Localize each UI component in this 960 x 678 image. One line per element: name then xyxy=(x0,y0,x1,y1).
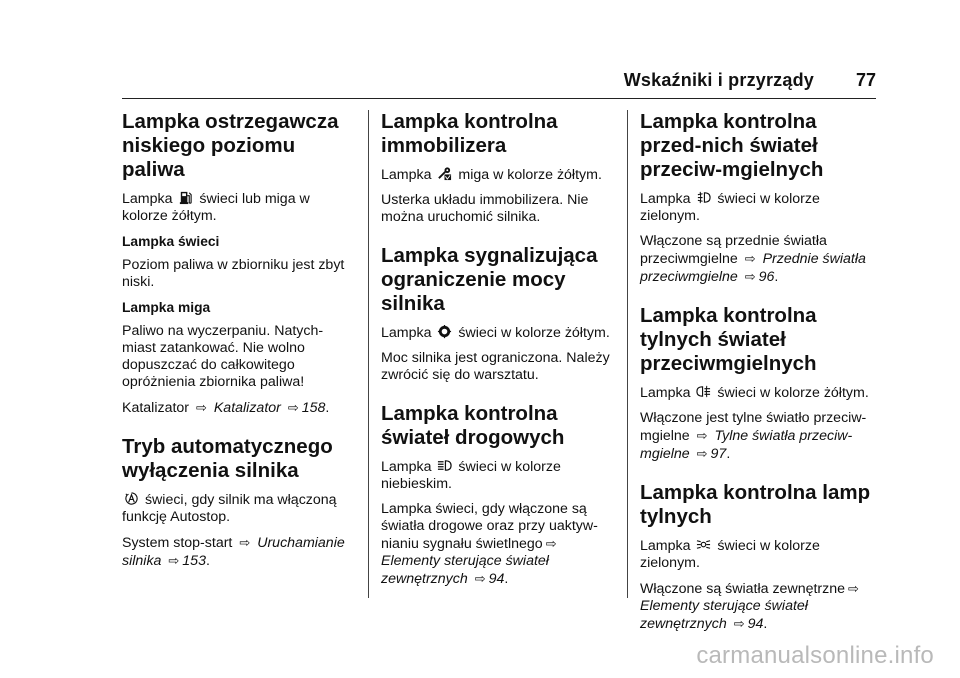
page-number: 77 xyxy=(855,70,876,90)
column-1 xyxy=(122,110,352,578)
ref-arrow-icon: ⇨ xyxy=(744,251,756,266)
text: Lampka xyxy=(640,538,691,554)
text: świeci w kolorze żółtym. xyxy=(717,385,869,401)
heading-rear-fog: Lampka kontrolna tylnych świateł przeciwmgielnych xyxy=(640,304,817,375)
page-reference[interactable]: 94 xyxy=(747,616,764,632)
cross-reference-link[interactable]: Elementy sterujące świateł zewnętrznych xyxy=(381,553,549,587)
page-arrow-icon: ⇨ xyxy=(733,616,745,631)
page-header xyxy=(122,70,876,100)
page-reference[interactable]: 153 xyxy=(182,553,206,569)
fuel-pump-icon xyxy=(178,190,193,205)
paragraph xyxy=(381,458,611,493)
ref-arrow-icon: ⇨ xyxy=(545,536,557,551)
ref-arrow-icon: ⇨ xyxy=(696,428,708,443)
ref-arrow-icon: ⇨ xyxy=(195,400,207,415)
front-fog-icon xyxy=(696,190,711,205)
page-arrow-icon: ⇨ xyxy=(474,571,486,586)
text: świeci w kolorze zielonym. xyxy=(640,191,820,224)
page-arrow-icon: ⇨ xyxy=(696,446,708,461)
text: świeci lub miga w kolorze żółtym. xyxy=(122,191,310,224)
cross-reference-link[interactable]: Tylne światła przeciw-mgielne xyxy=(640,428,853,462)
paragraph: Usterka układu immobilizera. Nie można uruchomić silnika. xyxy=(381,192,589,225)
text: świeci w kolorze żółtym. xyxy=(458,325,610,341)
text: Włączone są światła zewnętrzne xyxy=(640,581,846,597)
text: Lampka xyxy=(122,191,173,207)
text: Katalizator xyxy=(122,400,190,416)
paragraph xyxy=(381,166,611,184)
autostop-icon xyxy=(124,491,139,506)
paragraph: Poziom paliwa w zbiorniku jest zbyt niski. xyxy=(122,257,345,290)
paragraph: Włączone są przednie światła przeciwmgielne ⇨ Przednie światła przeciwmgielne ⇨ 96. xyxy=(640,233,866,285)
heading-tail-lamps: Lampka kontrolna lamp tylnych xyxy=(640,481,871,528)
text: Lampka świeci, gdy włączone są światła drogowe oraz przy uaktyw-nianiu sygnału świetlnego xyxy=(381,501,598,552)
column-divider xyxy=(627,110,628,598)
page-reference[interactable]: 96 xyxy=(758,269,775,285)
text: Lampka xyxy=(381,325,432,341)
section-title: Wskaźniki i przyrządy xyxy=(623,70,814,90)
heading-immobilizer: Lampka kontrolna immobilizera xyxy=(381,110,558,157)
paragraph: Włączone są światła zewnętrzne ⇨ Elementy sterujące świateł zewnętrznych ⇨ 94. xyxy=(640,581,859,632)
ref-arrow-icon: ⇨ xyxy=(848,581,859,596)
text: świeci w kolorze zielonym. xyxy=(640,538,820,571)
paragraph: Moc silnika jest ograniczona. Należy zwrócić się do warsztatu. xyxy=(381,350,610,383)
high-beam-icon xyxy=(437,458,452,473)
text: świeci, gdy silnik ma włączoną funkcję Autostop. xyxy=(122,492,337,525)
page-arrow-icon: ⇨ xyxy=(287,400,299,415)
header-rule xyxy=(122,98,876,99)
tail-lamp-icon xyxy=(696,537,711,552)
page-reference[interactable]: 158 xyxy=(301,400,326,416)
paragraph xyxy=(640,537,880,572)
text: System stop-start xyxy=(122,535,233,551)
rear-fog-icon xyxy=(696,384,711,399)
immobilizer-key-icon xyxy=(437,166,452,181)
heading-high-beam: Lampka kontrolna świateł drogowych xyxy=(381,402,565,449)
cross-reference-link[interactable]: Uruchamianie silnika xyxy=(122,535,345,569)
ref-arrow-icon: ⇨ xyxy=(239,535,251,550)
cross-reference-link[interactable]: Przednie światła przeciwmgielne xyxy=(640,251,866,285)
text: świeci w kolorze niebieskim. xyxy=(381,459,561,492)
paragraph: Katalizator ⇨ Katalizator ⇨ 158. xyxy=(122,400,330,416)
text: Włączone jest tylne światło przeciw-mgielne xyxy=(640,410,867,444)
text: Lampka xyxy=(381,459,432,475)
text: Lampka xyxy=(640,191,691,207)
text: Włączone są przednie światła przeciwmgielne xyxy=(640,233,827,267)
label-lamp-blinks: Lampka miga xyxy=(122,300,211,315)
text: miga w kolorze żółtym. xyxy=(458,167,602,183)
column-divider xyxy=(368,110,369,598)
paragraph: Włączone jest tylne światło przeciw-mgielne ⇨ Tylne światła przeciw-mgielne ⇨ 97. xyxy=(640,410,867,462)
heading-low-fuel: Lampka ostrzegawcza niskiego poziomu paliwa xyxy=(122,110,339,181)
column-2 xyxy=(381,110,611,596)
column-3 xyxy=(640,110,880,641)
heading-engine-power: Lampka sygnalizująca ograniczenie mocy silnika xyxy=(381,244,598,315)
paragraph xyxy=(122,491,352,526)
text: Lampka xyxy=(381,167,432,183)
paragraph: Paliwo na wyczerpaniu. Natych-miast zatankować. Nie wolno dopuszczać do całkowitego opróżnienia zbiornika paliwa! xyxy=(122,323,324,390)
paragraph xyxy=(640,190,880,225)
heading-front-fog: Lampka kontrolna przed-nich świateł przeciw-mgielnych xyxy=(640,110,824,181)
paragraph xyxy=(640,384,880,402)
page-arrow-icon: ⇨ xyxy=(168,553,180,568)
label-lamp-on: Lampka świeci xyxy=(122,234,220,249)
page-arrow-icon: ⇨ xyxy=(744,269,756,284)
paragraph: Lampka świeci, gdy włączone są światła drogowe oraz przy uaktyw-nianiu sygnału świetlnego ⇨ Elementy sterujące świateł zewnętrznych ⇨ 94. xyxy=(381,501,598,587)
paragraph xyxy=(122,190,352,225)
paragraph xyxy=(381,324,611,342)
paragraph: System stop-start ⇨ Uruchamianie silnika ⇨ 153. xyxy=(122,535,345,569)
engine-power-icon xyxy=(437,324,452,339)
page-reference[interactable]: 94 xyxy=(488,571,505,587)
cross-reference-link[interactable]: Katalizator xyxy=(213,400,281,416)
heading-autostop: Tryb automatycznego wyłączenia silnika xyxy=(122,435,333,482)
watermark: carmanualsonline.info xyxy=(696,642,934,669)
cross-reference-link[interactable]: Elementy sterujące świateł zewnętrznych xyxy=(640,598,808,632)
page-reference[interactable]: 97 xyxy=(710,446,727,462)
text: Lampka xyxy=(640,385,691,401)
